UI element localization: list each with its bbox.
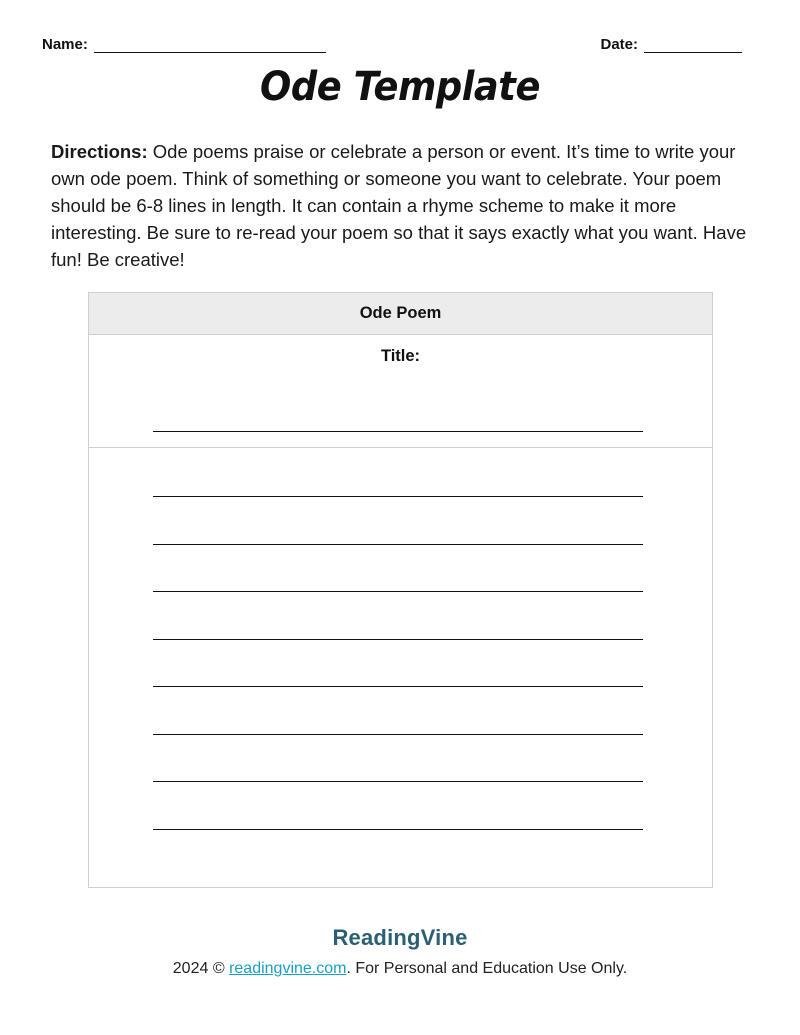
poem-writing-line[interactable] — [153, 496, 643, 497]
footer-suffix: . For Personal and Education Use Only. — [346, 960, 628, 977]
poem-writing-line[interactable] — [153, 734, 643, 735]
directions-label: Directions: — [51, 141, 148, 162]
footer-copyright — [0, 960, 800, 978]
directions-paragraph — [51, 138, 766, 273]
poem-writing-line[interactable] — [153, 781, 643, 782]
date-field[interactable] — [600, 36, 742, 53]
name-field[interactable] — [42, 36, 326, 53]
date-blank-line[interactable] — [644, 39, 742, 53]
date-label: Date: — [600, 36, 638, 53]
poem-writing-line[interactable] — [153, 829, 643, 830]
poem-table — [88, 292, 713, 888]
poem-title-label: Title: — [380, 347, 421, 365]
poem-title-cell — [89, 335, 712, 448]
footer-year: 2024 © — [172, 960, 230, 977]
name-label: Name: — [42, 36, 88, 53]
poem-writing-line[interactable] — [153, 544, 643, 545]
directions-text: Ode poems praise or celebrate a person or event. It’s time to write your own ode poem. Think of something or someone you want to celebrate. Your poem should be 6-8 lines in length. It can contain a rhyme scheme to make it more interesting. Be sure to re-read your poem so that it says exactly what you want. Have fun! Be creative! — [51, 141, 747, 270]
poem-writing-line[interactable] — [153, 686, 643, 687]
footer-link[interactable]: readingvine.com — [229, 960, 347, 977]
page-title: Ode Template — [260, 64, 540, 110]
poem-lines-area — [89, 448, 712, 888]
poem-writing-line[interactable] — [153, 591, 643, 592]
poem-writing-line[interactable] — [153, 639, 643, 640]
poem-title-line[interactable] — [153, 431, 643, 432]
brand-logo: ReadingVine — [332, 925, 468, 950]
header-row — [42, 33, 742, 53]
poem-table-header: Ode Poem — [89, 293, 712, 335]
name-blank-line[interactable] — [94, 39, 326, 53]
